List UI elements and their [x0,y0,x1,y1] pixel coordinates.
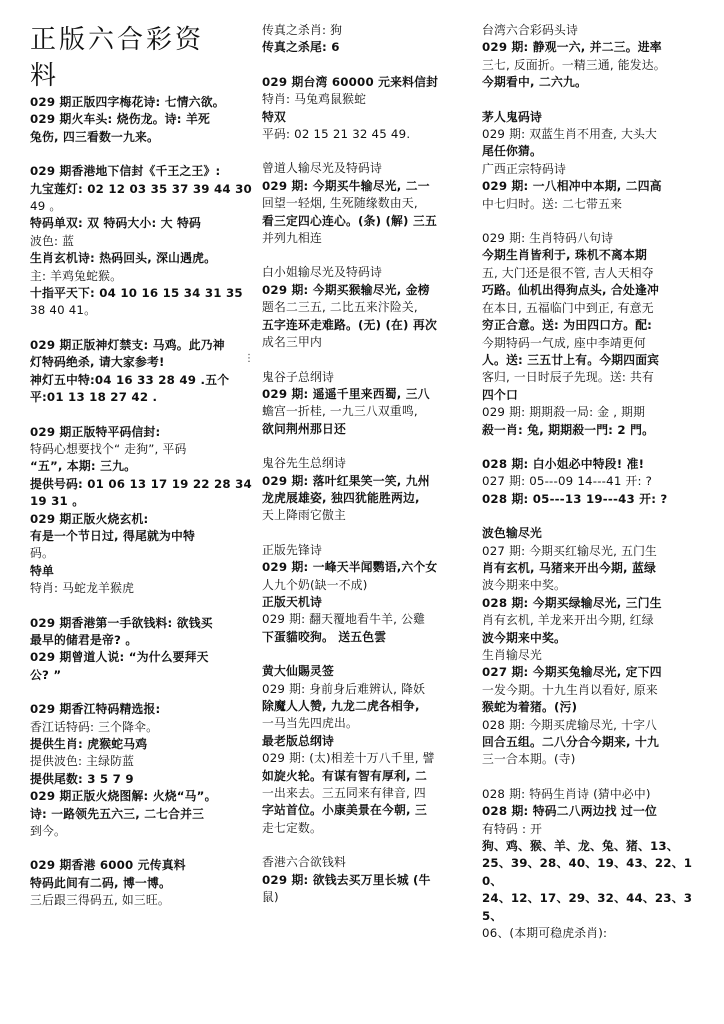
text-line: 波色输尽光 [482,526,542,541]
text-line: 穷正合意。送: 为田四口方。配: [482,318,653,333]
column-right [482,22,704,943]
text-line: 平码: 02 15 21 32 45 49. [262,127,411,142]
text-line: 成名三甲内 [262,335,322,350]
text-line: 香江话特码: 三个降伞。 [30,719,159,734]
spacer [262,837,477,854]
text-line: 029 期: 今期买猴输尽光, 金榜 [262,282,430,297]
text-line: 029 期: (太)相差十万八千里, 譬 [262,751,435,766]
spacer [30,684,258,701]
text-line: 特单 [30,563,54,578]
text-line: 鼠) [262,890,279,905]
text-line: 主: 羊鸡兔蛇猴。 [30,268,123,283]
text-line: 回合五组。二八分合今期来, 十九 [482,735,659,750]
text-line: 029 期: 双蓝生肖不用查, 大头大 [482,127,658,142]
text-line: 九宝莲灯: 02 12 03 35 37 39 44 30 [30,181,252,196]
text-line: 曾道人输尽光及特码诗 [262,161,382,176]
text-line: 平:01 13 18 27 42 . [30,390,158,405]
text-line: 029 期曾道人说: “为什么要拜天 [30,650,209,665]
text-line: 到今。 [30,824,66,839]
spacer [30,840,258,857]
text-line: 正版天机诗 [262,594,322,609]
text-line: 特肖: 马兔鸡鼠猴蛇 [262,92,367,107]
text-line: 029 期: 一八相冲中本期, 二四高 [482,179,662,194]
text-line: 029 期: 落叶红果笑一笑, 九州 [262,473,430,488]
text-line: 027 期: 今期买兔输尽光, 定下四 [482,665,662,680]
text-line: 走七定数。 [262,820,322,835]
text-line: 狗、鸡、猴、羊、龙、兔、猪、13、 [482,839,679,854]
text-line: 029 期台湾 60000 元来料信封 [262,74,439,89]
text-line: 鬼谷先生总纲诗 [262,456,346,471]
text-line: 特双 [262,109,286,124]
text-line: 波今期来中奖。 [482,630,566,645]
text-line: 巧路。仙机出得狗点头, 合处逢冲 [482,283,659,298]
text-line: 三一合本期。(寺) [482,752,576,767]
text-line: 五字连环走难路。(无) (在) 再次 [262,317,437,332]
text-line: 028 期: 特码生肖诗 (猜中必中) [482,786,651,801]
text-line: 字站首位。小康美景在今朝, 三 [262,803,427,818]
text-line: 最老版总纲诗 [262,733,334,748]
column-middle [262,22,477,906]
text-line: 06、(本期可稳虎杀肖): [482,926,608,941]
text-line: 25、39、28、40、19、43、22、10、 [482,856,693,888]
page-title: 正版六合彩资 [30,25,205,55]
text-line: 029 期: 今期买牛输尽光, 二一 [262,178,430,193]
text-line: 客归, 一日时辰子先现。送: 共有 [482,370,654,385]
text-line: 黄大仙賜灵签 [262,664,334,679]
text-line: 题名二三五, 二比五来汴险关, [262,300,418,315]
text-line: 鬼谷子总纲诗 [262,369,334,384]
text-line: 肖有玄机, 马猪来开出今期, 蓝绿 [482,560,656,575]
text-line: 029 期正版四字梅花诗: 七情六欲。 [30,95,225,109]
text-line: 有是一个节日过, 得尾就为中特 [30,528,195,543]
text-line: 殺一肖: 兔, 期期殺一門: 2 門。 [482,422,655,437]
text-line: 一发今期。十九生肖以看好, 原来 [482,682,658,697]
text-line: 38 40 41。 [30,303,97,318]
text-line: 三七, 反面折。一精三通, 能发达。 [482,57,666,72]
text-line: 下蛋貓咬狗。 送五色雲 [262,629,387,644]
text-line: 029 期香江特码精选报: [30,702,161,717]
spacer [482,213,704,230]
spacer [30,598,258,615]
text-line: 029 期正版特平码信封: [30,424,161,439]
text-line: 029 期: 欲钱去买万里长城 (牛 [262,872,431,887]
text-line: 特码单双: 双 特码大小: 大 特码 [30,216,202,231]
text-line: 028 期: 特码二八两边找 过一位 [482,804,658,819]
spacer [262,143,477,160]
text-line: 人九个奶(缺一不成) [262,577,368,592]
text-line: 波色: 蓝 [30,233,75,248]
text-line: 今期生肖皆利于, 珠机不离本期 [482,248,647,263]
text-line: 提供生肖: 虎猴蛇马鸡 [30,737,148,751]
text-line: 49 。 [30,199,62,214]
text-line: 神灯五中特:04 16 33 28 49 .五个 [30,372,230,387]
spacer [482,769,704,786]
text-line: 029 期: 生肖特码八句诗 [482,231,614,246]
spacer [262,352,477,369]
text-line: 波今期来中奖。 [482,578,566,593]
text-line: 广西正宗特码诗 [482,161,566,176]
text-line: 19 31 。 [30,494,85,509]
text-line: “五”, 本期: 三九。 [30,459,137,474]
text-line: 并列九相连 [262,231,322,246]
text-line: 四个口 [482,387,518,402]
page-title: 料 [30,61,60,91]
text-line: 提供尾数: 3 5 7 9 [30,771,134,786]
text-line: 028 期: 白小姐必中特段! 准! [482,456,645,471]
text-line: 传真之杀尾: 6 [262,40,340,55]
text-line: 提供号码: 01 06 13 17 19 22 28 34 [30,476,252,491]
text-line: 029 期香港第一手欲钱料: 欲钱买 [30,615,213,630]
text-line: 除魔人人赞, 九龙二虎各相争, [262,699,420,713]
text-line: 公? ” [30,667,62,682]
text-line: 尾任你猜。 [482,144,542,159]
text-line: 龙虎展雄姿, 独四犹能胜两边, [262,490,420,505]
spacer [482,439,704,456]
text-line: 码。 [30,546,54,561]
text-line: 027 期: 今期买红输尽光, 五门生 [482,543,658,558]
text-line: 欲问荆州那日还 [262,421,346,436]
text-line: 今期特码一气成, 座中李靖更何 [482,335,646,350]
text-line: 提供波色: 主绿防蓝 [30,754,135,769]
text-line: 天上降雨它傲主 [262,508,346,523]
text-line: 台湾六合彩码头诗 [482,23,578,37]
text-line: 五, 大门还是很不管, 吉人天相夺 [482,265,654,280]
text-line: 028 期: 今期买绿输尽光, 三门生 [482,595,662,610]
spacer [30,146,258,163]
text-line: 兔伤, 四三看数一九来。 [30,129,159,144]
text-line: 029 期正版火烧图解: 火烧“马”。 [30,789,217,804]
text-line: 十指平天下: 04 10 16 15 34 31 35 [30,286,243,301]
text-line: 029 期: 遥遥千里来西蜀, 三八 [262,386,430,401]
text-line: 一马当先四虎出。 [262,716,358,731]
spacer [30,407,258,424]
text-line: 029 期香港 6000 元传真料 [30,858,186,873]
text-line: 生肖玄机诗: 热码回头, 深山遇虎。 [30,251,217,266]
text-line: 正版先锋诗 [262,542,322,557]
text-line: 029 期正版神灯禁支: 马鸡。此乃神 [30,337,225,352]
text-line: 一出来去。三五同来有律音, 四 [262,786,426,801]
text-line: 生肖输尽光 [482,648,542,662]
text-line: 蟾宫一折桂, 一九三八双重鸣, [262,404,418,419]
text-line: 传真之杀肖: 狗 [262,23,343,37]
text-line: 人。送: 三五廿上有。今期四面宾 [482,352,660,367]
text-line: 有特码 : 开 [482,821,543,836]
spacer [30,320,258,337]
text-line: 029 期正版火烧玄机: [30,511,149,526]
spacer [262,438,477,455]
spacer [262,57,477,74]
text-line: 特码此间有二码, 博一博。 [30,875,171,890]
text-line: 028 期: 05---13 19---43 开: ? [482,491,668,506]
text-line: 猴蛇为着猪。(污) [482,700,578,715]
text-line: 今期看中, 二六九。 [482,75,587,90]
spacer [482,92,704,109]
text-line: 灯特码绝杀, 请大家参考! [30,355,165,370]
text-line: 029 期火车头: 烧伤龙。诗: 羊死 [30,112,210,127]
text-line: 香港六合欲钱料 [262,855,346,870]
text-line: 029 期: 身前身后难辨认, 降妖 [262,681,426,696]
text-line: 诗: 一路领先五六三, 二七合并三 [30,806,205,821]
text-line: 029 期: 翻天覆地看牛羊, 公雞 [262,612,426,627]
spacer [262,247,477,264]
text-line: 029 期: 期期殺一局: 金 , 期期 [482,405,646,420]
spacer [482,508,704,525]
text-line: 茅人鬼码诗 [482,109,542,124]
column-left [30,22,258,910]
text-line: 如旋火轮。有谋有智有厚利, 二 [262,768,427,783]
text-line: 特肖: 马蛇龙羊猴虎 [30,581,135,596]
text-line: 最早的储君是帝? 。 [30,632,138,647]
text-line: 白小姐输尽光及特码诗 [262,265,382,280]
text-line: 肖有玄机, 羊龙来开出今期, 红绿 [482,613,654,628]
spacer [262,646,477,663]
text-line: 中七归时。送: 二七带五来 [482,196,623,211]
divider-dots: ⋮ [244,353,254,364]
text-line: 三后跟三得码五, 如三旺。 [30,893,170,908]
text-line: 在本日, 五福临门中到正, 有意无 [482,300,654,315]
text-line: 029 期香港地下信封《千王之王》: [30,164,221,179]
text-line: 029 期: 静观一六, 并二三。进率 [482,40,662,55]
text-line: 029 期: 一峰天半闻鹦语,六个女 [262,560,438,575]
text-line: 027 期: 05---09 14---41 开: ? [482,474,653,489]
text-line: 24、12、17、29、32、44、23、35、 [482,891,693,923]
spacer [262,525,477,542]
text-line: 特码心想要找个“ 走狗”, 平码 [30,441,187,456]
text-line: 028 期: 今期买虎输尽光, 十字八 [482,717,658,732]
text-line: 看三定四心连心。(条) (解) 三五 [262,213,437,228]
text-line: 回望一轻烟, 生死随缘数由天, [262,196,418,211]
